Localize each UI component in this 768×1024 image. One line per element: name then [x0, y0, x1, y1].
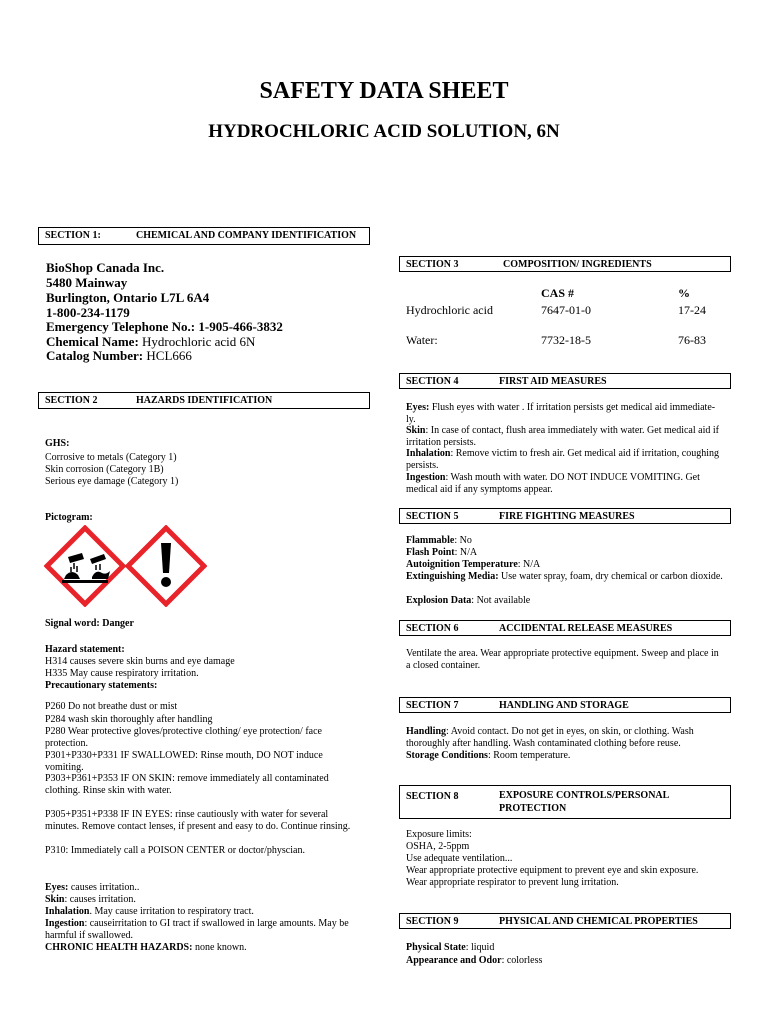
hazard-item: H335 May cause respiratory irritation. [45, 668, 199, 679]
section-3-header [399, 256, 731, 272]
first-aid-eyes: Eyes: Flush eyes with water . If irritation persists get medical aid immediate-ly. [406, 402, 716, 425]
exposure-line: Exposure limits: [406, 829, 472, 840]
exposure-line: Use adequate ventilation... [406, 853, 513, 864]
ghs-label: GHS: [45, 438, 70, 449]
emergency-phone: Emergency Telephone No.: 1-905-466-3832 [46, 319, 283, 334]
exclamation-pictogram-icon [125, 525, 207, 607]
section-name: CHEMICAL AND COMPANY IDENTIFICATION [136, 230, 357, 241]
exposure-line: OSHA, 2-5ppm [406, 841, 470, 852]
section-7-header [399, 697, 731, 713]
section-5-header [399, 508, 731, 524]
exposure-line: Wear appropriate protective equipment to prevent eye and skin exposure. [406, 865, 699, 876]
ingredient-percent: 76-83 [678, 333, 706, 347]
hazard-item: H314 causes severe skin burns and eye damage [45, 656, 235, 667]
page-title: SAFETY DATA SHEET [259, 78, 509, 104]
first-aid-ingestion: Ingestion: Wash mouth with water. DO NOT INDUCE VOMITING. Get medical aid if any symptoms appear. [406, 472, 700, 495]
catalog-number: Catalog Number: HCL666 [46, 348, 192, 363]
section-name: EXPOSURE CONTROLS/PERSONAL [499, 790, 670, 801]
precaution-item: P260 Do not breathe dust or mist [45, 701, 178, 712]
section-name: ACCIDENTAL RELEASE MEASURES [499, 623, 673, 634]
signal-word: Signal word: Danger [45, 618, 134, 629]
section-name: FIRST AID MEASURES [499, 376, 607, 387]
section-name: FIRE FIGHTING MEASURES [499, 511, 635, 522]
section-number: SECTION 6 [406, 623, 459, 634]
ghs-item: Serious eye damage (Category 1) [45, 476, 179, 487]
precaution-item: P284 wash skin thoroughly after handling [45, 714, 213, 725]
explosion-data: Explosion Data: Not available [406, 595, 531, 606]
physical-state: Physical State: liquid [406, 942, 495, 953]
section-4-header [399, 373, 731, 389]
ingredient-cas: 7732-18-5 [541, 333, 591, 347]
section-name: HANDLING AND STORAGE [499, 700, 629, 711]
section-name: COMPOSITION/ INGREDIENTS [503, 259, 652, 270]
precaution-item: P280 Wear protective gloves/protective clothing/ eye protection/ face protection. [45, 726, 322, 749]
section-9-header [399, 913, 731, 929]
flash-point: Flash Point: N/A [406, 547, 478, 558]
section-number: SECTION 5 [406, 511, 459, 522]
first-aid-inhalation: Inhalation: Remove victim to fresh air. Get medical aid if irritation, coughing persists. [406, 448, 720, 471]
chronic-hazards: CHRONIC HEALTH HAZARDS: none known. [45, 942, 247, 953]
flammable: Flammable: No [406, 535, 472, 546]
company-phone: 1-800-234-1179 [46, 305, 130, 320]
precaution-label: Precautionary statements: [45, 680, 158, 691]
section-name: HAZARDS IDENTIFICATION [136, 395, 273, 406]
accidental-release-text: Ventilate the area. Wear appropriate protective equipment. Sweep and place in a closed container. [406, 648, 719, 671]
handling-text: Handling: Avoid contact. Do not get in eyes, on skin, or clothing. Wash thoroughly after handling. Wash contaminated clothing before reuse. [406, 726, 694, 749]
section-number: SECTION 7 [406, 700, 459, 711]
company-name: BioShop Canada Inc. [46, 260, 165, 275]
precaution-item: P303+P361+P353 IF ON SKIN: remove immediately all contaminated clothing. Rinse skin with water. [45, 773, 329, 796]
section-name: PHYSICAL AND CHEMICAL PROPERTIES [499, 916, 698, 927]
ingredient-name: Hydrochloric acid [406, 303, 493, 317]
section-number: SECTION 4 [406, 376, 459, 387]
ingredient-name: Water: [406, 333, 438, 347]
precaution-item: P301+P330+P331 IF SWALLOWED: Rinse mouth, DO NOT induce vomiting. [45, 750, 323, 773]
symptom-eyes: Eyes: causes irritation.. [45, 882, 140, 893]
precaution-item: P305+P351+P338 IF IN EYES: rinse cautiously with water for several minutes. Remove contact lenses, if present and easy to do. Continue rinsing. [45, 809, 351, 832]
section-8-header [399, 785, 731, 819]
ghs-item: Skin corrosion (Category 1B) [45, 464, 164, 475]
ingredient-percent: 17-24 [678, 303, 706, 317]
section-number: SECTION 8 [406, 791, 459, 802]
section-2-header [38, 392, 370, 409]
extinguishing-media: Extinguishing Media: Use water spray, foam, dry chemical or carbon dioxide. [406, 571, 723, 582]
storage-conditions: Storage Conditions: Room temperature. [406, 750, 571, 761]
appearance-odor: Appearance and Odor: colorless [406, 955, 543, 966]
first-aid-skin: Skin: In case of contact, flush area immediately with water. Get medical aid if irritation persists. [406, 425, 719, 448]
pictogram-label: Pictogram: [45, 512, 93, 523]
hazard-label: Hazard statement: [45, 644, 125, 655]
section-number: SECTION 3 [406, 259, 459, 270]
section-name-line2: PROTECTION [499, 803, 567, 814]
chemical-name: Chemical Name: Hydrochloric acid 6N [46, 334, 256, 349]
section-number: SECTION 1: [45, 230, 101, 241]
company-street: 5480 Mainway [46, 275, 128, 290]
section-number: SECTION 2 [45, 395, 98, 406]
symptom-inhalation: Inhalation. May cause irritation to respiratory tract. [45, 906, 254, 917]
ingredient-cas: 7647-01-0 [541, 303, 591, 317]
section-1-header [38, 227, 370, 245]
exposure-line: Wear appropriate respirator to prevent lung irritation. [406, 877, 619, 888]
section-6-header [399, 620, 731, 636]
corrosion-pictogram-icon [44, 525, 126, 607]
symptom-ingestion: Ingestion: causeirritation to GI tract if swallowed in large amounts. May be harmful if swallowed. [45, 918, 349, 941]
symptom-skin: Skin: causes irritation. [45, 894, 136, 905]
autoignition-temp: Autoignition Temperature: N/A [406, 559, 541, 570]
section-number: SECTION 9 [406, 916, 459, 927]
precaution-item: P310: Immediately call a POISON CENTER or doctor/physcian. [45, 845, 305, 856]
company-city: Burlington, Ontario L7L 6A4 [46, 290, 210, 305]
ghs-item: Corrosive to metals (Category 1) [45, 452, 177, 463]
page-subtitle: HYDROCHLORIC ACID SOLUTION, 6N [208, 121, 560, 142]
percent-header: % [678, 286, 690, 300]
cas-header: CAS # [541, 286, 575, 300]
